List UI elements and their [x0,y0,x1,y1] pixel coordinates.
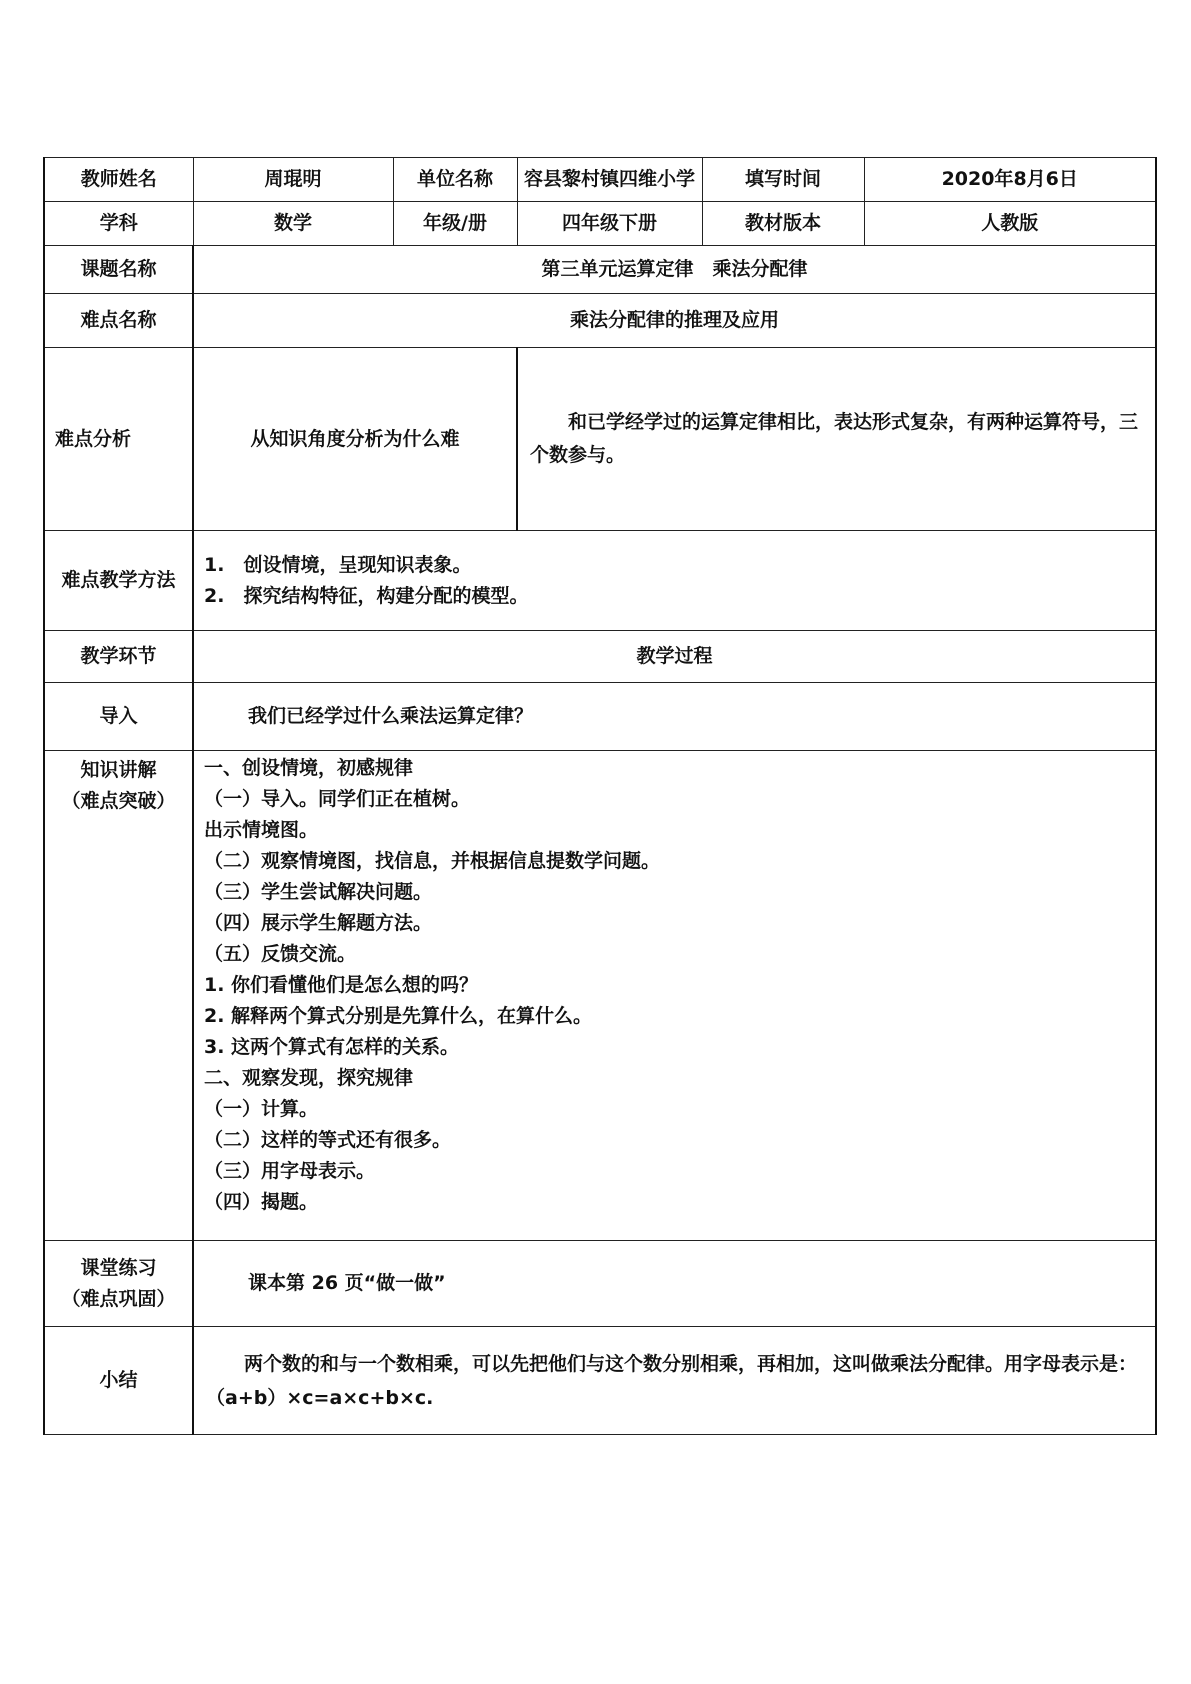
knowledge-line: 2. 解释两个算式分别是先算什么，在算什么。 [204,1005,593,1027]
practice-row [44,1241,1156,1327]
knowledge-label [44,751,193,1241]
method-content [193,531,1156,631]
topic-row [44,246,1156,294]
method-item: 2. 探究结构特征，构建分配的模型。 [204,584,529,607]
summary-row [44,1327,1156,1435]
process-header-row [44,631,1156,683]
knowledge-line: （五）反馈交流。 [204,943,357,965]
intro-text: 我们已经学过什么乘法运算定律？ [193,683,1156,751]
unit-name-value: 容县黎村镇四维小学 [517,158,702,202]
knowledge-line: 3. 这两个算式有怎样的关系。 [204,1036,460,1058]
knowledge-row [44,751,1156,1241]
knowledge-label-line1: 知识讲解 [80,759,157,781]
knowledge-line: （一）计算。 [204,1098,319,1120]
process-title: 教学过程 [193,631,1156,683]
intro-label: 导入 [44,683,193,751]
method-row [44,531,1156,631]
knowledge-line: 出示情境图。 [204,819,319,841]
header-row-1 [44,158,1156,202]
topic-label: 课题名称 [44,246,193,294]
method-item: 1. 创设情境，呈现知识表象。 [204,553,472,576]
analysis-text: 和已学经学过的运算定律相比，表达形式复杂，有两种运算符号，三个数参与。 [517,348,1156,531]
knowledge-line: 一、创设情境，初感规律 [204,757,414,779]
knowledge-line: （三）学生尝试解决问题。 [204,881,433,903]
analysis-label: 难点分析 [44,348,193,531]
summary-label: 小结 [44,1327,193,1435]
difficulty-row [44,294,1156,348]
grade-label: 年级/册 [393,202,517,246]
practice-label-line1: 课堂练习 [80,1256,157,1279]
knowledge-line: （四）展示学生解题方法。 [204,912,433,934]
knowledge-line: 二、观察发现，探究规律 [204,1067,414,1089]
practice-label [44,1241,193,1327]
knowledge-line: （四）揭题。 [204,1191,319,1213]
topic-value: 第三单元运算定律 乘法分配律 [193,246,1156,294]
method-label: 难点教学方法 [44,531,193,631]
knowledge-line: （一）导入。同学们正在植树。 [204,788,471,810]
unit-name-label: 单位名称 [393,158,517,202]
summary-text: 两个数的和与一个数相乘，可以先把他们与这个数分别相乘，再相加，这叫做乘法分配律。用字母表示是：（a+b）×c=a×c+b×c. [193,1327,1156,1435]
knowledge-label-line2: （难点突破） [61,790,176,812]
knowledge-line: 1. 你们看懂他们是怎么想的吗？ [204,974,479,996]
difficulty-value: 乘法分配律的推理及应用 [193,294,1156,348]
subject-label: 学科 [44,202,193,246]
fill-date-value: 2020年8月6日 [864,158,1156,202]
process-stage-label: 教学环节 [44,631,193,683]
knowledge-line: （二）这样的等式还有很多。 [204,1129,452,1151]
teacher-name-value: 周琨明 [193,158,393,202]
lesson-plan-table [43,157,1157,1435]
knowledge-content [193,751,1156,1241]
edition-label: 教材版本 [702,202,864,246]
knowledge-line: （二）观察情境图，找信息，并根据信息提数学问题。 [204,850,661,872]
practice-text: 课本第 26 页“做一做” [193,1241,1156,1327]
edition-value: 人教版 [864,202,1156,246]
intro-row [44,683,1156,751]
knowledge-line: （三）用字母表示。 [204,1160,376,1182]
difficulty-label: 难点名称 [44,294,193,348]
lesson-plan-page [43,157,1155,1435]
fill-date-label: 填写时间 [702,158,864,202]
subject-value: 数学 [193,202,393,246]
teacher-name-label: 教师姓名 [44,158,193,202]
analysis-sub-label: 从知识角度分析为什么难 [193,348,517,531]
practice-label-line2: （难点巩固） [61,1287,176,1310]
grade-value: 四年级下册 [517,202,702,246]
analysis-row [44,348,1156,531]
header-row-2 [44,202,1156,246]
